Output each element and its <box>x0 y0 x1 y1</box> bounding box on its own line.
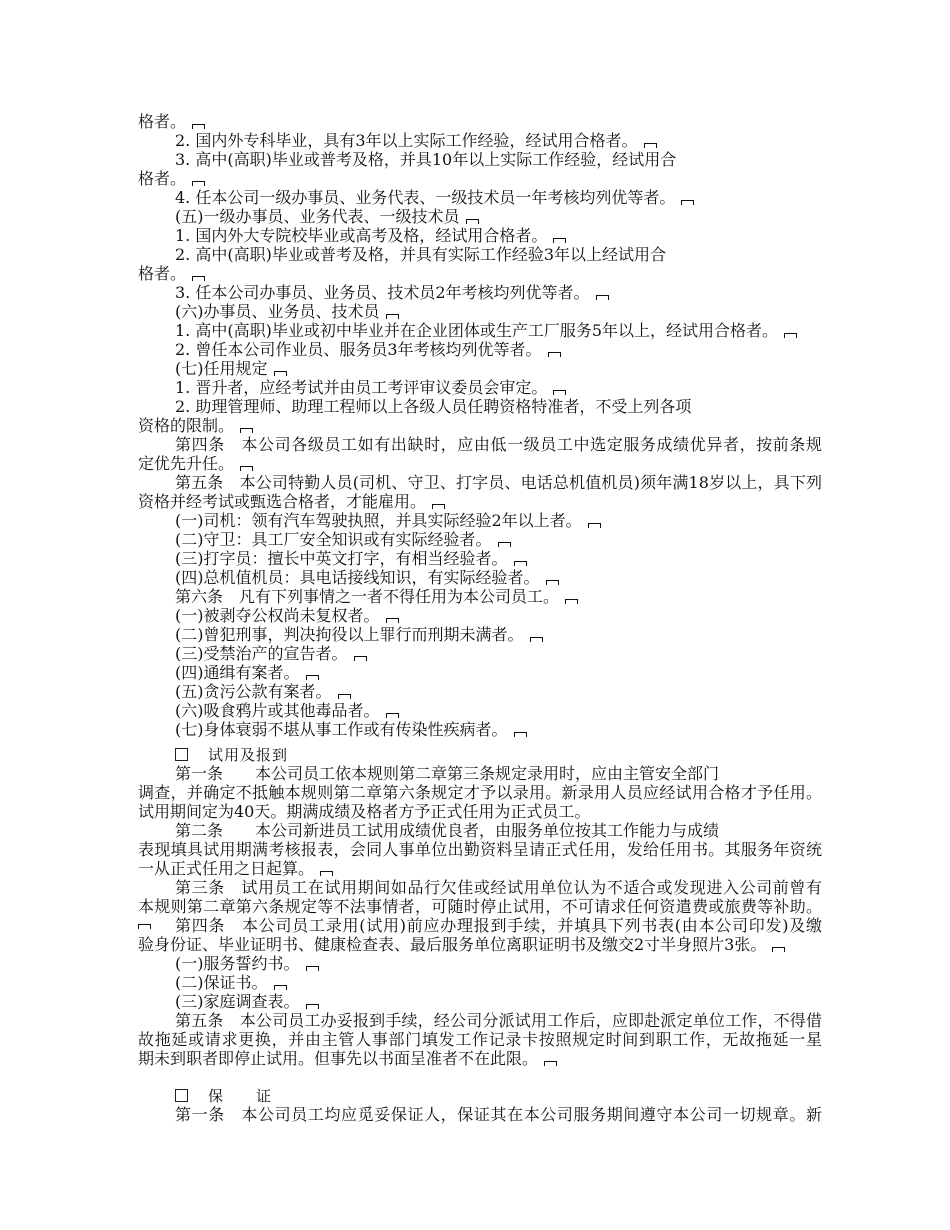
line-text: 第六条 凡有下列事情之一者不得任用为本公司员工。 <box>175 587 560 606</box>
line-text: (六)办事员、业务员、技术员 <box>175 302 380 321</box>
paragraph-return-mark-icon <box>240 428 253 433</box>
paragraph-return-mark-icon <box>138 924 151 929</box>
paragraph-return-mark-icon <box>240 466 253 471</box>
text-line <box>138 587 822 606</box>
line-text: 2. 曾任本公司作业员、服务员3年考核均列优等者。 <box>175 340 542 359</box>
text-line <box>138 378 822 397</box>
line-text: 4. 任本公司一级办事员、业务代表、一级技术员一年考核均列优等者。 <box>175 188 676 207</box>
text-line <box>138 112 822 131</box>
text-line <box>138 644 822 663</box>
paragraph-return-mark-icon <box>514 732 527 737</box>
line-text: 格者。 <box>138 112 187 131</box>
line-text: (四)通缉有案者。 <box>175 663 300 682</box>
line-text: 1. 国内外大专院校毕业或高考及格，经试用合格者。 <box>175 226 548 245</box>
line-text: (一)服务誓约书。 <box>175 954 300 973</box>
text-line <box>138 1105 822 1124</box>
paragraph-return-mark-icon <box>306 1004 319 1009</box>
line-text: 第一条 本公司员工均应觅妥保证人，保证其在本公司服务期间遵守本公司一切规章。新 <box>175 1105 822 1124</box>
paragraph-return-mark-icon <box>386 618 399 623</box>
line-text: (七)任用规定 <box>175 359 268 378</box>
text-line <box>138 549 822 568</box>
line-text: (五)贪污公款有案者。 <box>175 682 332 701</box>
line-text: 1. 高中(高职)毕业或初中毕业并在企业团体或生产工厂服务5年以上，经试用合格者。 <box>175 321 779 340</box>
text-line <box>138 207 822 226</box>
text-line <box>138 992 822 1011</box>
line-text: 调查，并确定不抵触本规则第二章第六条规定才予以录用。新录用人员应经试用合格才予任用。 <box>138 783 822 802</box>
paragraph-return-mark-icon <box>546 580 559 585</box>
line-text: 表现填具试用期满考核报表，会同人事单位出勤资料呈请正式任用，发给任用书。其服务年资统 <box>138 840 822 859</box>
line-text: 一从正式任用之日起算。 <box>138 859 315 878</box>
text-line <box>138 264 822 283</box>
paragraph-return-mark-icon <box>681 200 694 205</box>
text-line <box>138 568 822 587</box>
text-line <box>138 283 822 302</box>
text-line <box>138 954 822 973</box>
line-text: 资格并经考试或甄选合格者，才能雇用。 <box>138 492 427 511</box>
paragraph-return-mark-icon <box>386 314 399 319</box>
paragraph-return-mark-icon <box>530 637 543 642</box>
text-line <box>138 492 822 511</box>
paragraph-return-mark-icon <box>498 542 511 547</box>
text-line <box>138 802 822 821</box>
line-text: 3. 任本公司办事员、业务员、技术员2年考核均列优等者。 <box>175 283 590 302</box>
text-line <box>138 416 822 435</box>
line-text: 第五条 本公司特勤人员(司机、守卫、打字员、电话总机值机员)须年满18岁以上，具下列 <box>175 473 822 492</box>
line-text: (一)被剥夺公权尚未复权者。 <box>175 606 380 625</box>
paragraph-return-mark-icon <box>386 713 399 718</box>
paragraph-return-mark-icon <box>432 504 445 509</box>
paragraph-return-mark-icon <box>644 143 657 148</box>
text-line <box>138 764 822 783</box>
paragraph-return-mark-icon <box>306 966 319 971</box>
line-text: (一)司机：领有汽车驾驶执照，并具实际经验2年以上者。 <box>175 511 582 530</box>
line-text: (二)保证书。 <box>175 973 268 992</box>
paragraph-return-mark-icon <box>306 675 319 680</box>
line-text: 验身份证、毕业证明书、健康检查表、最后服务单位离职证明书及缴交2寸半身照片3张。 <box>138 935 767 954</box>
line-text: 故拖延或请求更换，并由主管人事部门填发工作记录卡按照规定时间到职工作，无故拖延一星 <box>138 1030 822 1049</box>
paragraph-return-mark-icon <box>772 947 785 952</box>
text-line <box>138 783 822 802</box>
text-line <box>138 188 822 207</box>
line-text: 资格的限制。 <box>138 416 235 435</box>
paragraph-return-mark-icon <box>320 871 333 876</box>
text-line <box>138 935 822 954</box>
text-line <box>138 435 822 454</box>
text-line <box>138 916 822 935</box>
text-line <box>138 340 822 359</box>
paragraph-return-mark-icon <box>784 333 797 338</box>
text-line <box>138 720 822 739</box>
text-line <box>138 169 822 188</box>
text-line <box>138 530 822 549</box>
line-text: 第四条 本公司员工录用(试用)前应办理报到手续，并填具下列书表(由本公司印发)及缴 <box>175 916 822 935</box>
line-text: 格者。 <box>138 169 187 188</box>
paragraph-return-mark-icon <box>553 390 566 395</box>
paragraph-return-mark-icon <box>565 599 578 604</box>
paragraph-return-mark-icon <box>192 124 205 129</box>
line-text: 第二条 本公司新进员工试用成绩优良者，由服务单位按其工作能力与成绩 <box>175 821 720 840</box>
line-text: 第一条 本公司员工依本规则第二章第三条规定录用时，应由主管安全部门 <box>175 764 720 783</box>
text-line <box>138 397 822 416</box>
line-text: 1. 晋升者，应经考试并由员工考评审议委员会审定。 <box>175 378 548 397</box>
text-line <box>138 226 822 245</box>
text-line <box>138 1049 822 1068</box>
line-text: 定优先升任。 <box>138 454 235 473</box>
line-text: 2. 高中(高职)毕业或普考及格，并具有实际工作经验3年以上经试用合 <box>175 245 667 264</box>
text-line <box>138 302 822 321</box>
line-text: (四)总机值机员：具电话接线知识，有实际经验者。 <box>175 568 540 587</box>
text-line <box>138 821 822 840</box>
line-text: 格者。 <box>138 264 187 283</box>
line-text: 第四条 本公司各级员工如有出缺时，应由低一级员工中选定服务成绩优异者，按前条规 <box>175 435 822 454</box>
paragraph-return-mark-icon <box>548 352 561 357</box>
text-line <box>138 897 822 916</box>
line-text: (二)守卫：具工厂安全知识或有实际经验者。 <box>175 530 492 549</box>
line-text: (二)曾犯刑事，判决拘役以上罪行而刑期未满者。 <box>175 625 524 644</box>
text-line <box>138 511 822 530</box>
text-line <box>138 131 822 150</box>
line-text: 第三条 试用员工在试用期间如品行欠佳或经试用单位认为不适合或发现进入公司前曾有 <box>175 878 822 897</box>
line-text: (七)身体衰弱不堪从事工作或有传染性疾病者。 <box>175 720 508 739</box>
paragraph-return-mark-icon <box>466 219 479 224</box>
line-text: (五)一级办事员、业务代表、一级技术员 <box>175 207 460 226</box>
line-text: 期未到职者即停止试用。但事先以书面呈准者不在此限。 <box>138 1049 539 1068</box>
line-text: 2. 国内外专科毕业，具有3年以上实际工作经验，经试用合格者。 <box>175 131 638 150</box>
paragraph-return-mark-icon <box>338 694 351 699</box>
section-heading-text: 保 证 <box>208 1087 273 1105</box>
line-text: 本规则第二章第六条规定等不法事情者，可随时停止试用，不可请求任何资遣费或旅费等补助。 <box>138 897 822 916</box>
text-line <box>138 682 822 701</box>
line-text: 2. 助理管理师、助理工程师以上各级人员任聘资格特准者，不受上列各项 <box>175 397 692 416</box>
line-text: (三)家庭调查表。 <box>175 992 300 1011</box>
text-line <box>138 606 822 625</box>
text-line <box>138 663 822 682</box>
text-line <box>138 625 822 644</box>
line-text: 试用期间定为40天。期满成绩及格者方予正式任用为正式员工。 <box>138 802 591 821</box>
text-line <box>138 359 822 378</box>
text-line <box>138 840 822 859</box>
line-text: (三)打字员：擅长中英文打字，有相当经验者。 <box>175 549 508 568</box>
text-line <box>138 1011 822 1030</box>
text-line <box>138 701 822 720</box>
text-line <box>138 321 822 340</box>
text-line <box>138 245 822 264</box>
paragraph-return-mark-icon <box>192 276 205 281</box>
paragraph-return-mark-icon <box>588 523 601 528</box>
paragraph-return-mark-icon <box>514 561 527 566</box>
checkbox-square-icon <box>175 748 188 761</box>
line-text: 3. 高中(高职)毕业或普考及格，并具10年以上实际工作经验，经试用合 <box>175 150 677 169</box>
paragraph-return-mark-icon <box>596 295 609 300</box>
line-text: (六)吸食鸦片或其他毒品者。 <box>175 701 380 720</box>
paragraph-return-mark-icon <box>354 656 367 661</box>
paragraph-return-mark-icon <box>274 371 287 376</box>
section-heading <box>138 745 822 764</box>
paragraph-return-mark-icon <box>274 985 287 990</box>
text-line <box>138 150 822 169</box>
section-heading <box>138 1086 822 1105</box>
text-line <box>138 973 822 992</box>
document-page <box>138 112 822 1124</box>
text-line <box>138 878 822 897</box>
line-text: 第五条 本公司员工办妥报到手续，经公司分派试用工作后，应即赴派定单位工作，不得借 <box>175 1011 822 1030</box>
text-line <box>138 473 822 492</box>
line-text: (三)受禁治产的宣告者。 <box>175 644 348 663</box>
paragraph-return-mark-icon <box>544 1061 557 1066</box>
paragraph-return-mark-icon <box>553 238 566 243</box>
text-line <box>138 859 822 878</box>
text-line <box>138 454 822 473</box>
paragraph-return-mark-icon <box>192 181 205 186</box>
section-heading-text: 试用及报到 <box>208 746 289 764</box>
blank-spacer <box>138 1068 822 1086</box>
text-line <box>138 1030 822 1049</box>
checkbox-square-icon <box>175 1089 188 1102</box>
